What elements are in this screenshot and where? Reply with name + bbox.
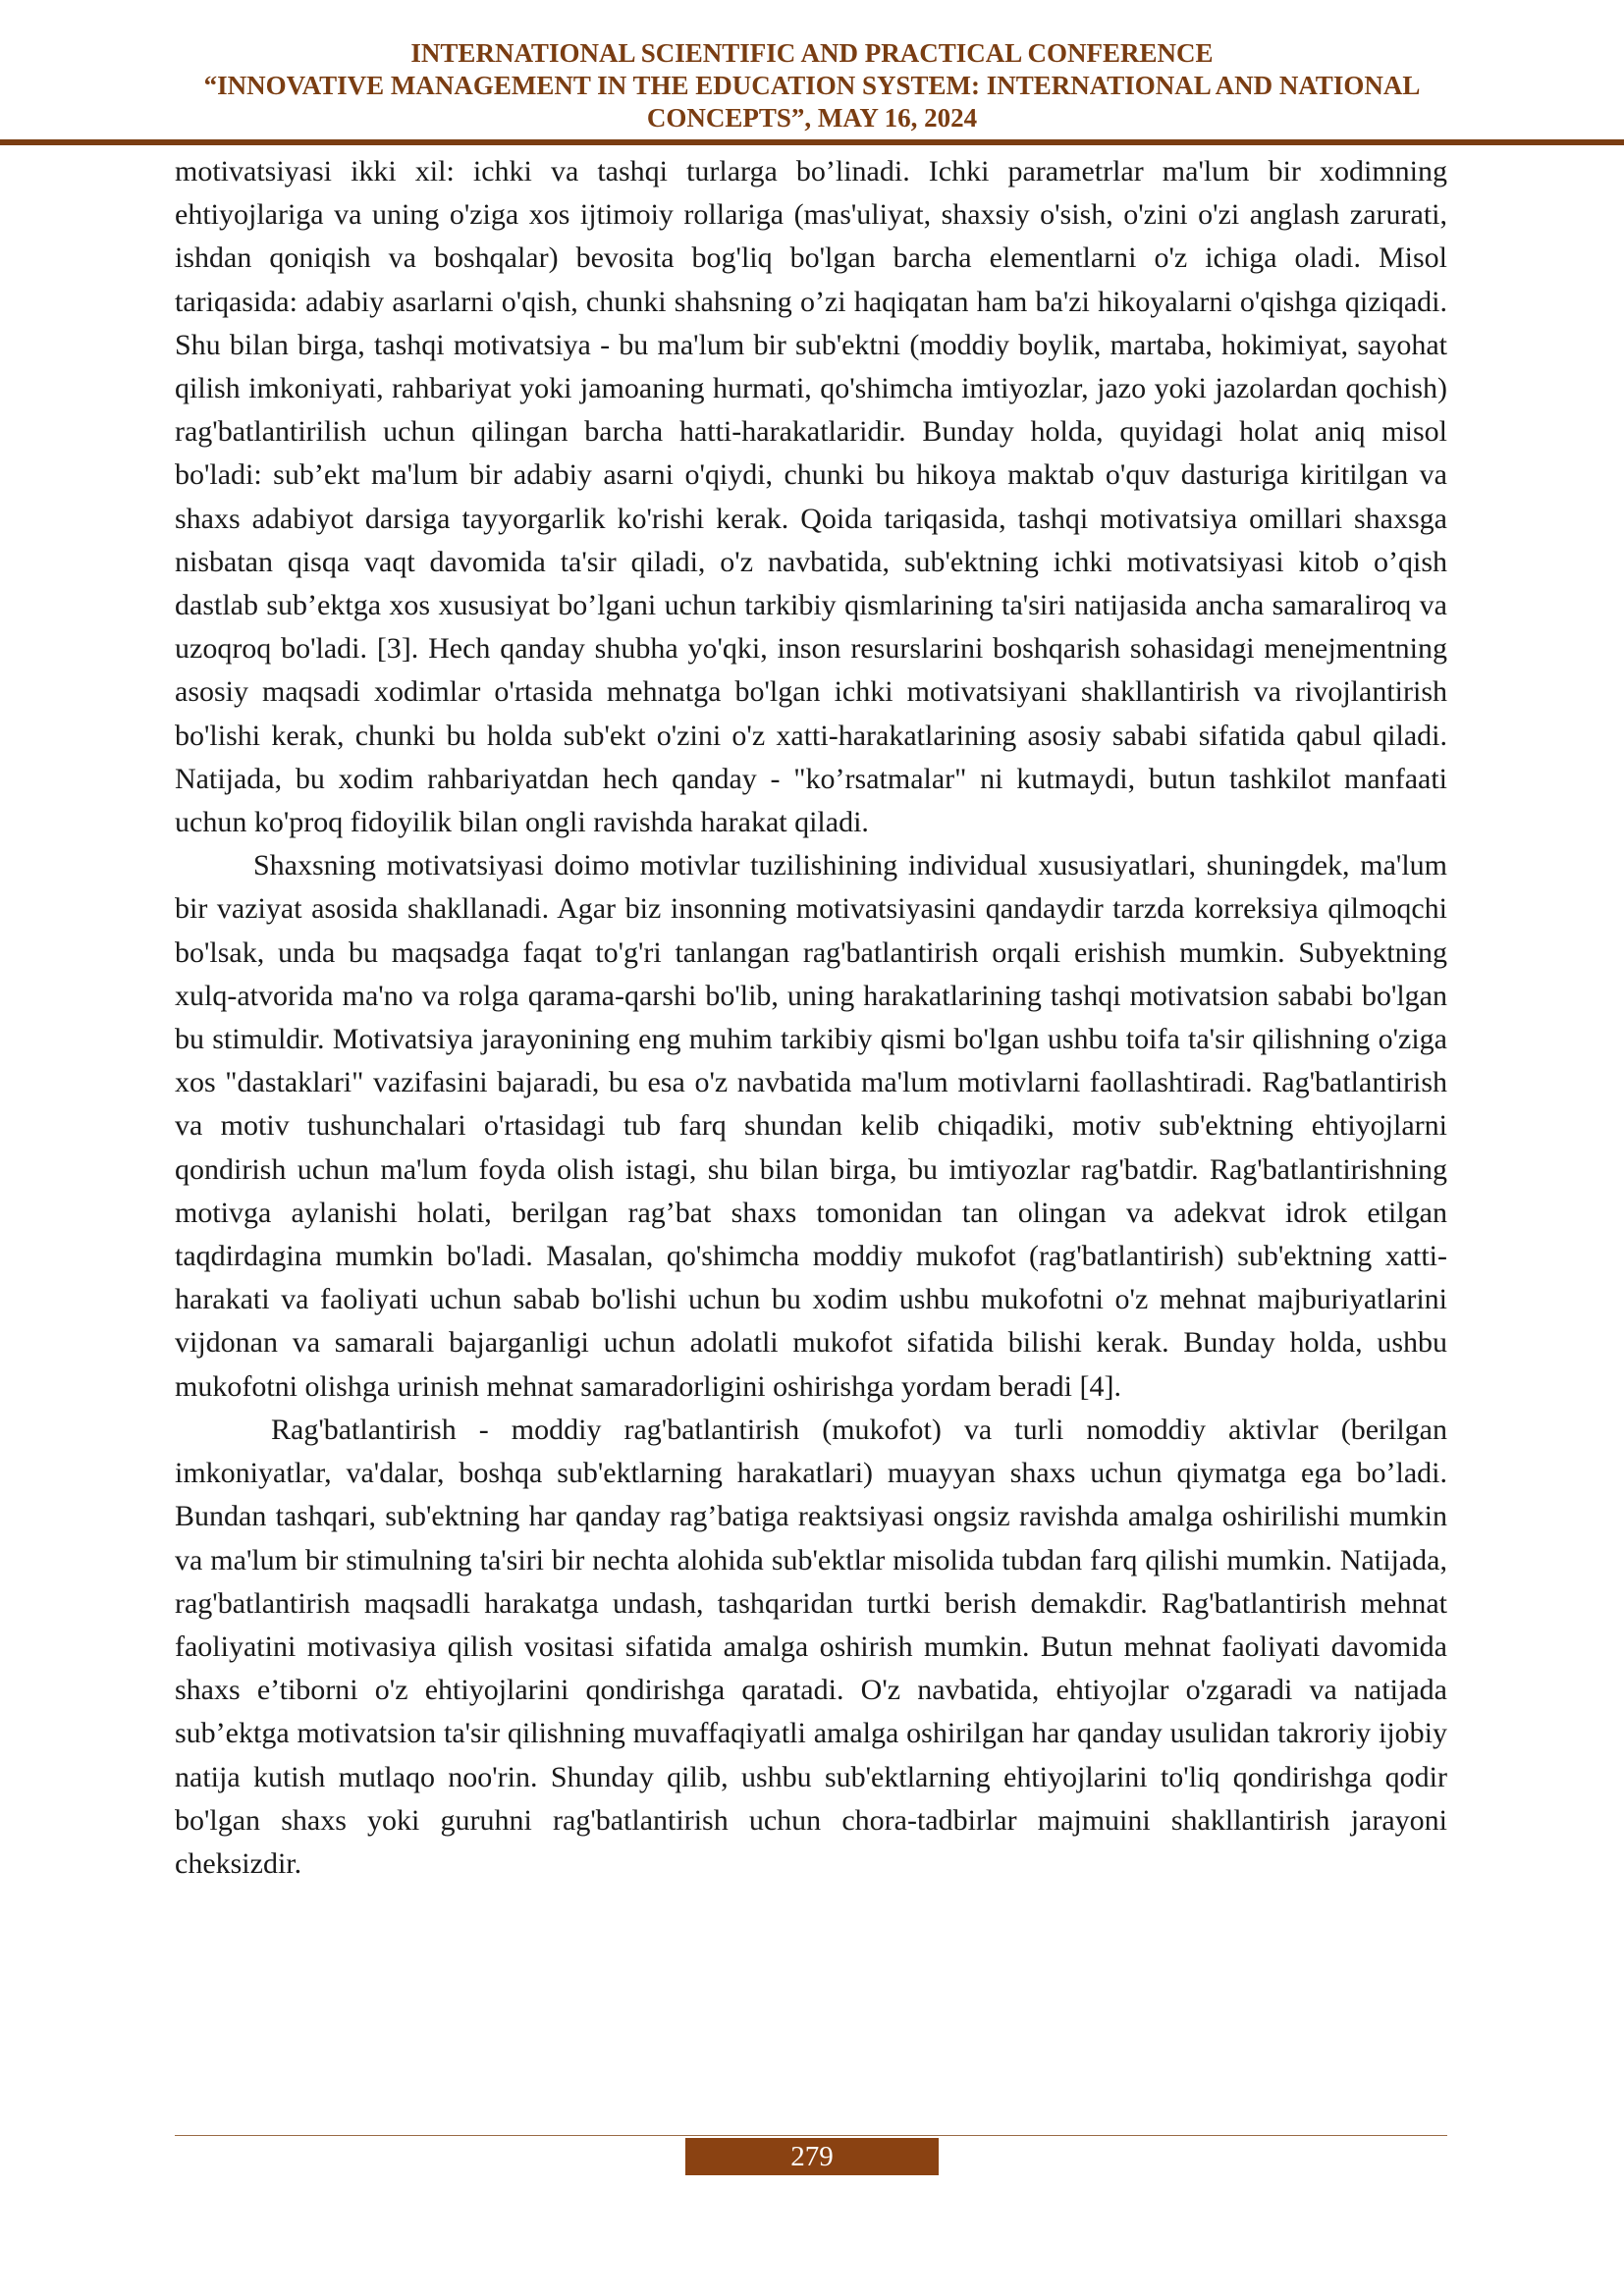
article-body	[175, 150, 1447, 1886]
paragraph-1: motivatsiyasi ikki xil: ichki va tashqi turlarga bo’linadi. Ichki parametrlar ma'lum bir xodimning ehtiyojlariga va uning o'ziga xos ijtimoiy rollariga (mas'uliyat, shaxsiy o'sish, o'zini o'zi anglash zarurati, ishdan qoniqish va boshqalar) bevosita bog'liq bo'lgan barcha elementlarni o'z ichiga oladi. Misol tariqasida: adabiy asarlarni o'qish, chunki shahsning o’zi haqiqatan ham ba'zi hikoyalarni o'qishga qiziqadi. Shu bilan birga, tashqi motivatsiya - bu ma'lum bir sub'ektni (moddiy boylik, martaba, hokimiyat, sayohat qilish imkoniyati, rahbariyat yoki jamoaning hurmati, qo'shimcha imtiyozlar, jazo yoki jazolardan qochish) rag'batlantirilish uchun qilingan barcha hatti-harakatlaridir. Bunday holda, quyidagi holat aniq misol bo'ladi: sub’ekt ma'lum bir adabiy asarni o'qiydi, chunki bu hikoya maktab o'quv dasturiga kiritilgan va shaxs adabiyot darsiga tayyorgarlik ko'rishi kerak. Qoida tariqasida, tashqi motivatsiya omillari shaxsga nisbatan qisqa vaqt davomida ta'sir qiladi, o'z navbatida, sub'ektning ichki motivatsiyasi kitob o’qish dastlab sub’ektga xos xususiyat bo’lgani uchun tarkibiy qismlarining ta'siri natijasida ancha samaraliroq va uzoqroq bo'ladi. [3]. Hech qanday shubha yo'qki, inson resurslarini boshqarish sohasidagi menejmentning asosiy maqsadi xodimlar o'rtasida mehnatga bo'lgan ichki motivatsiyani shakllantirish va rivojlantirish bo'lishi kerak, chunki bu holda sub'ekt o'zini o'z xatti-harakatlarining asosiy sababi sifatida qabul qiladi. Natijada, bu xodim rahbariyatdan hech qanday - "ko’rsatmalar" ni kutmaydi, butun tashkilot manfaati uchun ko'proq fidoyilik bilan ongli ravishda harakat qiladi.	[175, 155, 1447, 839]
header-line-3: CONCEPTS”, MAY 16, 2024	[646, 103, 978, 133]
footer-divider	[175, 2135, 1447, 2136]
paragraph-2: Shaxsning motivatsiyasi doimo motivlar tuzilishining individual xususiyatlari, shuningdek, ma'lum bir vaziyat asosida shakllanadi. Agar biz insonning motivatsiyasini qandaydir tarzda korreksiya qilmoqchi bo'lsak, unda bu maqsadga faqat to'g'ri tanlangan rag'batlantirish orqali erishish mumkin. Subyektning xulq-atvorida ma'no va rolga qarama-qarshi bo'lib, uning harakatlarining tashqi motivatsion sababi bo'lgan bu stimuldir. Motivatsiya jarayonining eng muhim tarkibiy qismi bo'lgan ushbu toifa ta'sir qilishning o'ziga xos "dastaklari" vazifasini bajaradi, bu esa o'z navbatida ma'lum motivlarni faollashtiradi. Rag'batlantirish va motiv tushunchalari o'rtasidagi tub farq shundan kelib chiqadiki, motiv sub'ektning ehtiyojlarni qondirish uchun ma'lum foyda olish istagi, shu bilan birga, bu imtiyozlar rag'batdir. Rag'batlantirishning motivga aylanishi holati, berilgan rag’bat shaxs tomonidan tan olingan va adekvat idrok etilgan taqdirdagina mumkin bo'ladi. Masalan, qo'shimcha moddiy mukofot (rag'batlantirish) sub'ektning xatti-harakati va faoliyati uchun sabab bo'lishi uchun bu xodim ushbu mukofotni o'z mehnat majburiyatlarini vijdonan va samarali bajarganligi uchun adolatli mukofot sifatida bilishi kerak. Bunday holda, ushbu mukofotni olishga urinish mehnat samaradorligini oshirishga yordam beradi [4].	[175, 849, 1447, 1403]
paragraph-3: Rag'batlantirish - moddiy rag'batlantirish (mukofot) va turli nomoddiy aktivlar (berilgan imkoniyatlar, va'dalar, boshqa sub'ektlarning harakatlari) muayyan shaxs uchun qiymatga ega bo’ladi. Bundan tashqari, sub'ektning har qanday rag’batiga reaktsiyasi ongsiz ravishda amalga oshirilishi mumkin va ma'lum bir stimulning ta'siri bir nechta alohida sub'ektlar misolida tubdan farq qilishi mumkin. Natijada, rag'batlantirish maqsadli harakatga undash, tashqaridan turtki berish demakdir. Rag'batlantirish mehnat faoliyatini motivasiya qilish vositasi sifatida amalga oshirish mumkin. Butun mehnat faoliyati davomida shaxs e’tiborni o'z ehtiyojlarini qondirishga qaratadi. O'z navbatida, ehtiyojlar o'zgaradi va natijada sub’ektga motivatsion ta'sir qilishning muvaffaqiyatli amalga oshirilgan har qanday usulidan takroriy ijobiy natija kutish mutlaqo noo'rin. Shunday qilib, ushbu sub'ektlarning ehtiyojlarini to'liq qondirishga qodir bo'lgan shaxs yoki guruhni rag'batlantirish uchun chora-tadbirlar majmuini shakllantirish jarayoni cheksizdir.	[175, 1413, 1447, 1880]
page-number: 279	[685, 2138, 939, 2175]
header-divider	[0, 139, 1624, 145]
running-header	[0, 37, 1624, 134]
header-line-1: INTERNATIONAL SCIENTIFIC AND PRACTICAL CONFERENCE	[410, 38, 1214, 68]
header-line-2: “INNOVATIVE MANAGEMENT IN THE EDUCATION SYSTEM: INTERNATIONAL AND NATIONAL	[203, 71, 1421, 100]
